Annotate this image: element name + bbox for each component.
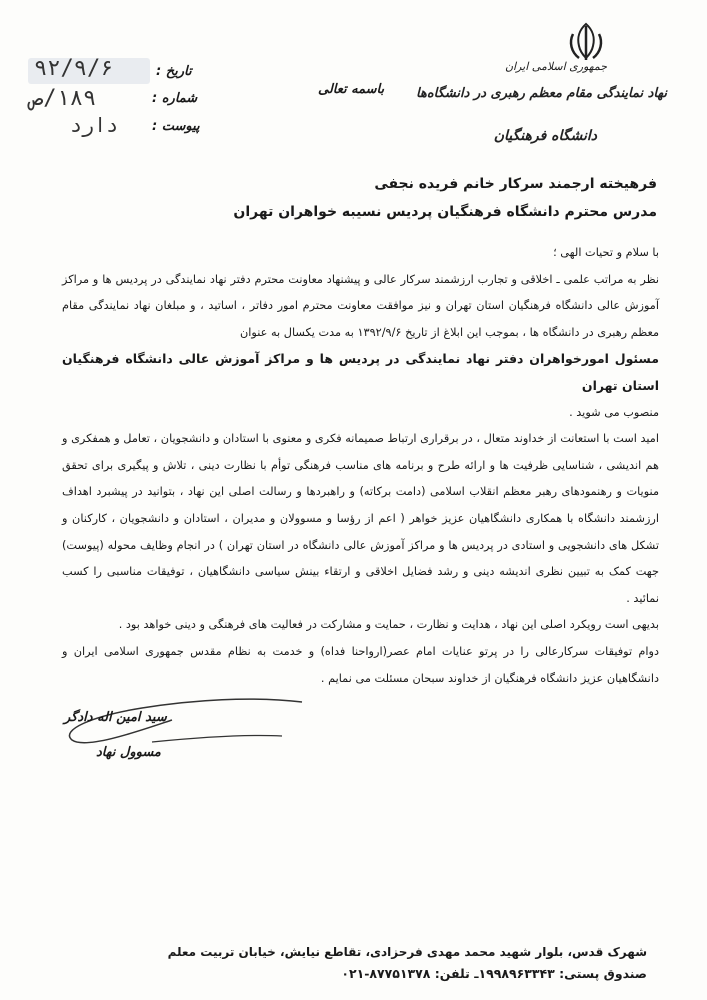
letter-body [62,240,659,692]
number-value: ۱۸۹/ص [30,86,97,111]
paragraph-closing: دوام توفیقات سرکارعالی را در پرتو عنایات امام عصر(ارواحنا فداه) و خدمت به نظام مقدس جمهوری اسلامی ایران و دانشگاهیان عزیز دانشگاه فرهنگیان از خداوند سبحان مسئلت می نمایم . [62,644,659,685]
attachment-label: پیوست : [152,119,200,134]
footer-contact: صندوق پستی: ۱۹۹۸۹۶۳۳۴۳ـ تلفن: ۸۷۷۵۱۳۷۸-۰۲۱ [341,966,647,981]
footer-address: شهرک قدس، بلوار شهید محمد مهدی فرحزادی، تقاطع نیایش، خیابان تربیت معلم [167,945,647,959]
paragraph-duties: امید است با استعانت از خداوند متعال ، در برقراری ارتباط صمیمانه فکری و معنوی با استادان و دانشجویان ، تعامل و همفکری و هم اندیشی ، شناسایی ظرفیت ها و ارائه طرح و برنامه های مناسب فرهنگی توأم با نظارت دینی ، تلاش و پیگیری برای تحقق منویات و رهنمودهای رهبر معظم انقلاب اسلامی (دامت برکاته) و راهبردها و رسالت اصلی این نهاد ، بتوانید در پیشبرد اهداف ارزشمند دانشگاه با همکاری دانشگاهیان عزیز خواهر ( اعم از رؤسا و مسوولان و مدیران ، استادان و دانشجویان ، کارکنان و تشکل های دانشجویی و استادی در پردیس ها و مراکز آموزش عالی دانشگاه در استان تهران ) در انجام وظایف محوله (پیوست) جهت کمک به تبیین نظری اندیشه دینی و رشد فضایل اخلاقی و ارتقاء بینش سیاسی دانشگاهیان ، توفیقات مناسبی را کسب نمائید . [62,432,659,605]
recipient-position: مدرس محترم دانشگاه فرهنگیان پردیس نسیبه خواهران تهران [233,204,657,220]
number-label: شماره : [152,91,198,106]
appointment-end: منصوب می شوید . [569,405,659,419]
bismillah: باسمه تعالی [318,82,385,97]
signatory-title: مسوول نهاد [96,745,161,760]
recipient-name: فرهیخته ارجمند سرکار خانم فریده نجفی [374,176,657,192]
greeting: با سلام و تحیات الهی ؛ [553,246,659,259]
org-name: نهاد نمایندگی مقام معظم رهبری در دانشگاه‌ها [416,86,667,101]
org-country: جمهوری اسلامی ایران [504,60,607,73]
appointment-title: مسئول امورخواهران دفتر نهاد نمایندگی در پردیس ها و مراکز آموزش عالی دانشگاه فرهنگیان استان تهران [62,351,659,393]
org-university: دانشگاه فرهنگیان [493,128,597,144]
iran-emblem-icon [565,20,607,64]
date-label: تاریخ : [156,64,192,79]
signature-scribble [52,690,312,770]
attachment-value: دارد [70,113,119,137]
signatory-name: سید امین اله دادگر [64,710,167,725]
paragraph-approach: بدیهی است رویکرد اصلی این نهاد ، هدایت و نظارت ، حمایت و مشارکت در فعالیت های فرهنگی و دینی خواهد بود . [118,618,659,632]
paragraph-appointment: نظر به مراتب علمی ـ اخلاقی و تجارب ارزشمند سرکار عالی و پیشنهاد معاونت محترم دفتر نهاد نمایندگی در پردیس ها و مراکز آموزش عالی دانشگاه فرهنگیان استان تهران و نیز موافقت معاونت محترم امور دفاتر ، اساتید ، و مبلغان نهاد نمایندگی مقام معظم رهبری در دانشگاه ها ، بموجب این ابلاغ از تاریخ ۱۳۹۲/۹/۶ به مدت یکسال به عنوان [62,272,659,339]
date-value: ۹۲/۹/۶ [34,56,114,81]
